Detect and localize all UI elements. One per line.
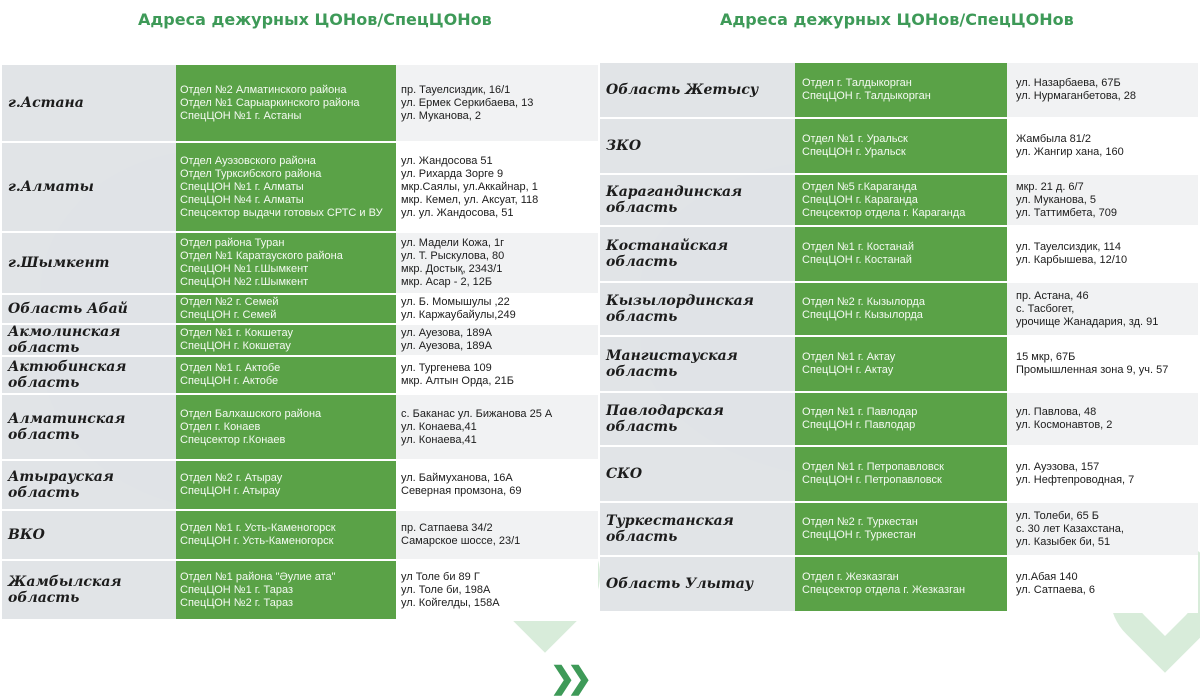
- address-line: ул. Тургенева 109: [401, 362, 492, 374]
- address-line: Жамбыла 81/2: [1016, 133, 1092, 145]
- address-line: ул. Т. Рыскулова, 80: [401, 250, 505, 262]
- region-name: Костанайская область: [600, 227, 795, 281]
- address-line: ул. ул. Жандосова, 51: [401, 206, 514, 219]
- address-line: урочище Жанадария, зд. 91: [1016, 315, 1159, 328]
- region-name: Алматинская область: [2, 395, 176, 459]
- table-row: [600, 283, 1198, 337]
- service-centers-cell: [176, 143, 396, 231]
- service-centers-cell: [795, 119, 1007, 173]
- address-line: мкр. 21 д. 6/7: [1016, 180, 1084, 193]
- address-line: ул. Тауелсиздик, 114: [1016, 241, 1122, 253]
- address-line: с. Тасбогет,: [1016, 302, 1075, 315]
- addresses-cell: [1007, 337, 1198, 391]
- service-center-name: Спецсектор отдела г. Караганда: [802, 206, 966, 219]
- address-line: пр. Сатпаева 34/2: [401, 522, 493, 534]
- service-center-name: СпецЦОН г. Караганда: [802, 193, 918, 206]
- service-centers-cell: [176, 357, 396, 393]
- address-line: ул. Таттимбета, 709: [1016, 206, 1117, 219]
- table-row: [2, 395, 598, 461]
- service-center-name: Отдел №5 г.Караганда: [802, 180, 917, 193]
- address-line: мкр. Асар - 2, 12Б: [401, 276, 493, 288]
- addresses-cell: [1007, 393, 1198, 445]
- service-center-name: СпецЦОН г. Кокшетау: [180, 340, 291, 352]
- addresses-cell: [396, 395, 598, 459]
- address-line: ул. Ауезова, 189А: [401, 340, 492, 352]
- service-center-name: СпецЦОН №1 г. Тараз: [180, 583, 294, 596]
- service-centers-cell: [176, 561, 396, 619]
- service-center-name: Отдел №2 г. Семей: [180, 296, 279, 308]
- service-center-name: Отдел №1 г. Актау: [802, 351, 896, 363]
- service-centers-cell: [795, 63, 1007, 117]
- region-name: Павлодарская область: [600, 393, 795, 445]
- table-row: [2, 461, 598, 511]
- addresses-cell: [1007, 447, 1198, 501]
- region-name: СКО: [600, 447, 795, 501]
- service-center-name: Отдел №2 Алматинского района: [180, 83, 347, 96]
- table-row: [600, 393, 1198, 447]
- service-center-name: СпецЦОН №4 г. Алматы: [180, 193, 304, 206]
- service-center-name: Отдел №1 Сарыаркинского района: [180, 96, 360, 109]
- service-center-name: СпецЦОН г. Актау: [802, 364, 894, 376]
- table-row: [2, 325, 598, 357]
- region-name: г.Шымкент: [2, 233, 176, 293]
- service-center-name: Отдел Балхашского района: [180, 407, 322, 420]
- region-name: Жамбылская область: [2, 561, 176, 619]
- address-line: пр. Астана, 46: [1016, 289, 1089, 302]
- service-center-name: Отдел Турксибского района: [180, 167, 322, 180]
- address-line: мкр. Кемел, ул. Аксуат, 118: [401, 193, 539, 206]
- address-line: ул. Толеби, 65 Б: [1016, 509, 1100, 522]
- service-center-name: СпецЦОН г. Актобе: [180, 375, 279, 387]
- page-title-left: Адреса дежурных ЦОНов/СпецЦОНов: [138, 10, 492, 29]
- service-center-name: Отдел №1 г. Актобе: [180, 362, 281, 374]
- service-center-name: Отдел №1 г. Павлодар: [802, 406, 918, 418]
- table-row: [2, 295, 598, 325]
- region-name: Область Жетысу: [600, 63, 795, 117]
- service-center-name: Отдел №2 г. Атырау: [180, 472, 283, 484]
- service-center-name: СпецЦОН №1 г. Астаны: [180, 109, 302, 122]
- service-centers-cell: [795, 283, 1007, 335]
- table-row: [2, 143, 598, 233]
- service-center-name: Отдел №1 г. Петропавловск: [802, 461, 944, 473]
- address-line: ул. Муканова, 2: [401, 109, 482, 122]
- service-center-name: Спецсектор г.Конаев: [180, 433, 286, 446]
- region-name: Актюбинская область: [2, 357, 176, 393]
- service-center-name: Отдел №1 Каратауского района: [180, 250, 343, 262]
- page-title-right: Адреса дежурных ЦОНов/СпецЦОНов: [720, 10, 1074, 29]
- service-centers-cell: [176, 65, 396, 141]
- addresses-cell: [1007, 503, 1198, 555]
- addresses-cell: [396, 511, 598, 559]
- service-centers-cell: [795, 175, 1007, 225]
- service-center-name: СпецЦОН г. Костанай: [802, 254, 912, 266]
- service-center-name: СпецЦОН г. Петропавловск: [802, 474, 942, 486]
- table-row: [600, 557, 1198, 613]
- service-center-name: Отдел района Туран: [180, 237, 285, 249]
- region-name: Туркестанская область: [600, 503, 795, 555]
- addresses-cell: [396, 295, 598, 323]
- addresses-cell: [396, 357, 598, 393]
- region-name: г.Астана: [2, 65, 176, 141]
- address-line: ул. Конаева,41: [401, 420, 477, 433]
- addresses-cell: [396, 65, 598, 141]
- region-name: Область Абай: [2, 295, 176, 323]
- service-centers-cell: [795, 227, 1007, 281]
- address-line: пр. Тауелсиздик, 16/1: [401, 83, 511, 96]
- address-line: 15 мкр, 67Б: [1016, 351, 1076, 363]
- address-line: ул. Нефтепроводная, 7: [1016, 474, 1135, 486]
- address-line: ул. Ермек Серкибаева, 13: [401, 96, 534, 109]
- region-name: Атырауская область: [2, 461, 176, 509]
- service-center-name: СпецЦОН г. Усть-Каменогорск: [180, 535, 334, 547]
- addresses-cell: [396, 461, 598, 509]
- address-line: Промышленная зона 9, уч. 57: [1016, 364, 1169, 376]
- addresses-cell: [1007, 227, 1198, 281]
- region-name: Мангистауская область: [600, 337, 795, 391]
- region-name: Кызылординская область: [600, 283, 795, 335]
- service-center-name: Отдел №1 г. Уральск: [802, 133, 908, 145]
- address-line: ул. Павлова, 48: [1016, 406, 1097, 418]
- address-line: ул. Конаева,41: [401, 433, 477, 446]
- addresses-cell: [396, 233, 598, 293]
- addresses-cell: [1007, 175, 1198, 225]
- region-name: ВКО: [2, 511, 176, 559]
- address-line: ул. Ауезова, 189А: [401, 327, 492, 339]
- service-center-name: СпецЦОН №2 г.Шымкент: [180, 276, 309, 288]
- address-line: ул. Каржаубайулы,249: [401, 309, 516, 321]
- service-centers-cell: [795, 337, 1007, 391]
- address-line: ул. Б. Момышулы ,22: [401, 296, 510, 308]
- addresses-cell: [396, 561, 598, 619]
- service-centers-cell: [176, 325, 396, 355]
- addresses-cell: [396, 143, 598, 231]
- table-row: [2, 233, 598, 295]
- address-line: ул. Жангир хана, 160: [1016, 146, 1124, 158]
- address-line: ул. Сатпаева, 6: [1016, 584, 1096, 596]
- service-center-name: СпецЦОН №1 г. Алматы: [180, 180, 304, 193]
- service-centers-cell: [176, 295, 396, 323]
- table-row: [600, 503, 1198, 557]
- table-row: [600, 175, 1198, 227]
- table-row: [600, 227, 1198, 283]
- address-line: ул. Жандосова 51: [401, 154, 493, 167]
- service-center-name: СпецЦОН г. Семей: [180, 309, 277, 321]
- address-line: с. Баканас ул. Бижанова 25 А: [401, 407, 553, 420]
- table-row: [600, 63, 1198, 119]
- service-centers-cell: [176, 461, 396, 509]
- address-line: ул. Нурмаганбетова, 28: [1016, 90, 1137, 102]
- address-line: Северная промзона, 69: [401, 485, 522, 497]
- service-center-name: СпецЦОН №2 г. Тараз: [180, 596, 294, 609]
- double-chevron-right-icon[interactable]: ❯❯: [550, 662, 585, 695]
- addresses-table-right: [600, 63, 1198, 613]
- service-center-name: Отдел №2 г. Туркестан: [802, 516, 918, 528]
- table-row: [600, 119, 1198, 175]
- address-line: ул. Ауэзова, 157: [1016, 461, 1100, 473]
- table-row: [2, 357, 598, 395]
- service-center-name: СпецЦОН №1 г.Шымкент: [180, 263, 309, 275]
- address-line: с. 30 лет Казахстана,: [1016, 522, 1124, 535]
- table-row: [2, 561, 598, 621]
- service-center-name: Отдел №1 г. Кокшетау: [180, 327, 293, 339]
- region-name: Область Улытау: [600, 557, 795, 611]
- region-name: Акмолинская область: [2, 325, 176, 355]
- service-centers-cell: [176, 395, 396, 459]
- service-center-name: СпецЦОН г. Уральск: [802, 146, 906, 158]
- service-center-name: Отдел №1 г. Усть-Каменогорск: [180, 522, 336, 534]
- address-line: ул. Космонавтов, 2: [1016, 419, 1113, 431]
- address-line: ул. Рихарда Зорге 9: [401, 167, 504, 180]
- service-centers-cell: [795, 447, 1007, 501]
- addresses-table-left: [2, 65, 598, 621]
- address-line: мкр.Саялы, ул.Аккайнар, 1: [401, 180, 538, 193]
- address-line: ул. Назарбаева, 67Б: [1016, 77, 1121, 89]
- service-center-name: Отдел №1 района "Әулие ата": [180, 570, 336, 583]
- address-line: ул. Карбышева, 12/10: [1016, 254, 1128, 266]
- service-centers-cell: [176, 233, 396, 293]
- table-row: [2, 65, 598, 143]
- address-line: ул.Абая 140: [1016, 571, 1078, 583]
- address-line: ул. Койгелды, 158А: [401, 596, 500, 609]
- service-center-name: СпецЦОН г. Талдыкорган: [802, 90, 931, 102]
- addresses-cell: [1007, 119, 1198, 173]
- table-row: [600, 447, 1198, 503]
- service-centers-cell: [795, 393, 1007, 445]
- service-center-name: Отдел Ауэзовского района: [180, 154, 316, 167]
- service-center-name: Отдел г. Жезказган: [802, 571, 899, 583]
- addresses-cell: [396, 325, 598, 355]
- service-center-name: СпецЦОН г. Кызылорда: [802, 309, 923, 321]
- region-name: Карагандинская область: [600, 175, 795, 225]
- address-line: ул. Мадели Кожа, 1г: [401, 237, 505, 249]
- service-center-name: Отдел №2 г. Кызылорда: [802, 296, 925, 308]
- address-line: ул. Баймуханова, 16А: [401, 472, 513, 484]
- address-line: ул. Толе би, 198А: [401, 583, 491, 596]
- address-line: ул Толе би 89 Г: [401, 570, 480, 583]
- addresses-cell: [1007, 557, 1198, 611]
- service-centers-cell: [795, 557, 1007, 611]
- service-center-name: Отдел г. Конаев: [180, 420, 261, 433]
- service-centers-cell: [795, 503, 1007, 555]
- table-row: [2, 511, 598, 561]
- service-center-name: Спецсектор выдачи готовых СРТС и ВУ: [180, 206, 383, 219]
- table-row: [600, 337, 1198, 393]
- region-name: г.Алматы: [2, 143, 176, 231]
- service-center-name: СпецЦОН г. Павлодар: [802, 419, 916, 431]
- service-center-name: Спецсектор отдела г. Жезказган: [802, 584, 966, 596]
- address-line: ул. Казыбек би, 51: [1016, 535, 1111, 548]
- addresses-cell: [1007, 63, 1198, 117]
- region-name: ЗКО: [600, 119, 795, 173]
- addresses-cell: [1007, 283, 1198, 335]
- service-centers-cell: [176, 511, 396, 559]
- service-center-name: СпецЦОН г. Атырау: [180, 485, 281, 497]
- address-line: мкр. Достық, 2343/1: [401, 263, 503, 275]
- service-center-name: Отдел №1 г. Костанай: [802, 241, 915, 253]
- address-line: Самарское шоссе, 23/1: [401, 535, 521, 547]
- address-line: ул. Муканова, 5: [1016, 193, 1097, 206]
- service-center-name: СпецЦОН г. Туркестан: [802, 529, 916, 541]
- address-line: мкр. Алтын Орда, 21Б: [401, 375, 514, 387]
- service-center-name: Отдел г. Талдыкорган: [802, 77, 912, 89]
